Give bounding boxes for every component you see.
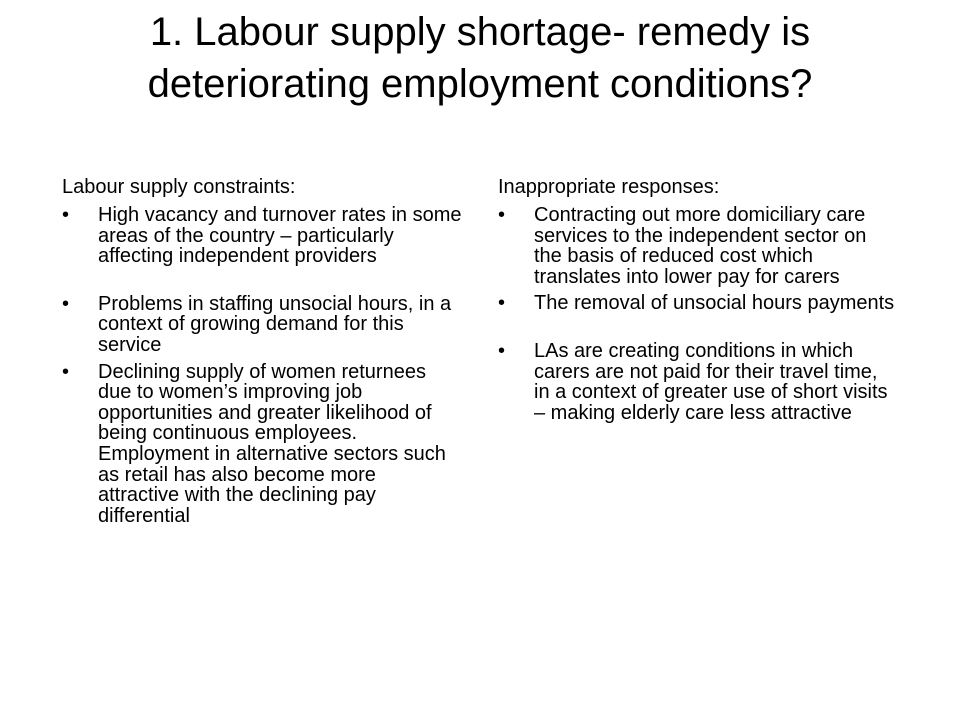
- bullet-icon: •: [62, 292, 70, 315]
- list-item: [498, 293, 898, 314]
- list-item: [498, 205, 898, 287]
- list-item: [62, 362, 462, 527]
- bullet-text: The removal of unsocial hours payments: [534, 292, 895, 315]
- right-column-heading: Inappropriate responses:: [498, 176, 720, 198]
- bullet-text: Contracting out more domiciliary care services to the independent sector on the basis of reduced cost which translates into lower pay for carers: [534, 204, 867, 288]
- left-bullet-list: [62, 205, 462, 526]
- right-column: [498, 175, 898, 429]
- list-item: [498, 341, 898, 423]
- bullet-icon: •: [62, 204, 70, 226]
- left-column: [62, 175, 462, 532]
- bullet-icon: •: [498, 339, 506, 362]
- slide-title: 1. Labour supply shortage- remedy is deteriorating employment conditions?: [147, 10, 813, 106]
- bullet-text: Problems in staffing unsocial hours, in a context of growing demand for this service: [98, 292, 452, 356]
- list-item: [62, 205, 462, 267]
- left-column-heading: Labour supply constraints:: [62, 176, 296, 198]
- bullet-icon: •: [62, 360, 70, 383]
- bullet-text: LAs are creating conditions in which carers are not paid for their travel time, in a context of greater use of short visits – making elderly care less attractive: [534, 339, 888, 424]
- bullet-icon: •: [498, 204, 506, 226]
- bullet-text: Declining supply of women returnees due to women’s improving job opportunities and greater likelihood of being continuous employees. Employment in alternative sectors such as retail has also become more attractive with the declining pay differential: [98, 360, 446, 527]
- bullet-icon: •: [498, 292, 506, 315]
- right-bullet-list: [498, 205, 898, 423]
- bullet-text: High vacancy and turnover rates in some areas of the country – particularly affecting independent providers: [98, 204, 462, 268]
- list-item: [62, 294, 462, 356]
